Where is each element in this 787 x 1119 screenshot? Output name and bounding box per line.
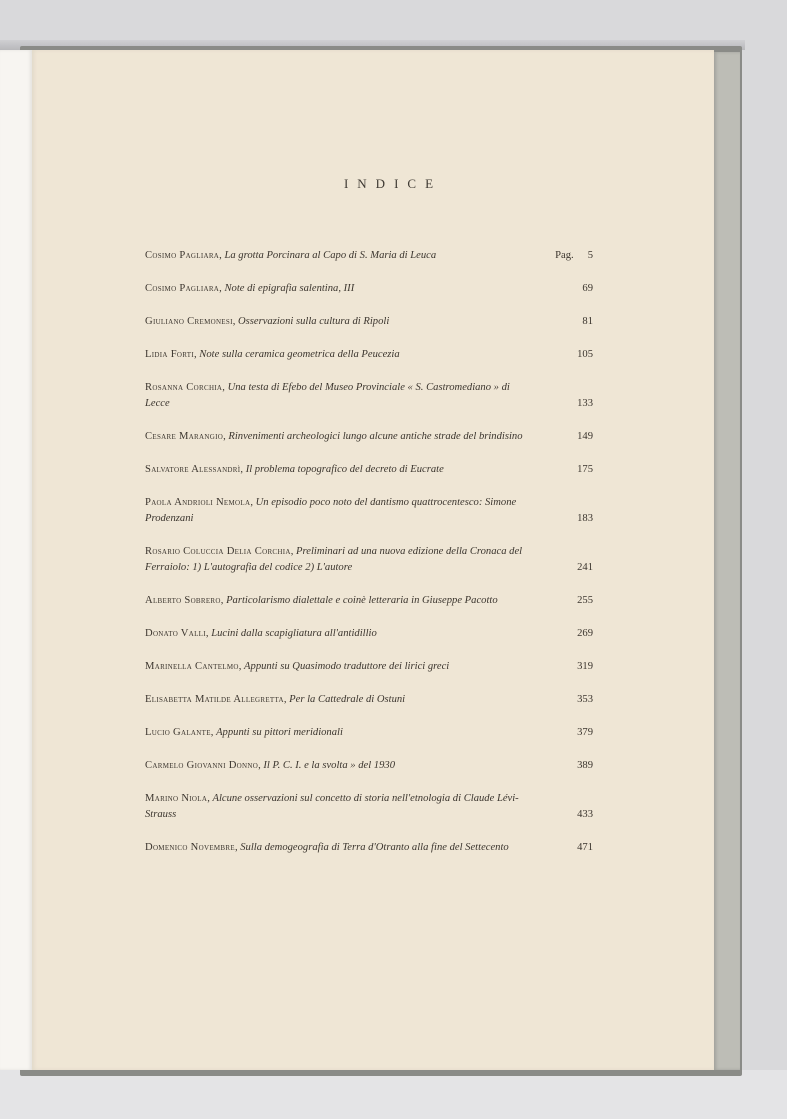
entry-title: Note di epigrafia salentina, III: [224, 283, 355, 294]
toc-entry: Lucio Galante, Appunti su pittori meridionali 379: [145, 725, 593, 741]
entry-title: Osservazioni sulla cultura di Ripoli: [238, 316, 390, 327]
entry-author: Lidia Forti: [145, 349, 194, 360]
entry-title: Appunti su Quasimodo traduttore dei lirici greci: [244, 661, 450, 672]
toc-entry: Domenico Novembre, Sulla demogeografia di Terra d'Otranto alla fine del Settecento 471: [145, 840, 593, 856]
entry-page: 105: [577, 349, 593, 360]
toc-entry: Paola Andrioli Nemola, Un episodio poco noto del dantismo quattrocentesco: Simone Prodenzani 183: [145, 495, 593, 527]
entry-title: La grotta Porcinara al Capo di S. Maria di Leuca: [224, 250, 437, 261]
book-page-edges: [714, 52, 740, 1070]
entry-title: Una testa di Efebo del Museo Provinciale « S. Castromediano » di Lecce: [145, 382, 510, 409]
entry-author: Elisabetta Matilde Allegretta: [145, 694, 284, 705]
toc-entry: Cesare Marangio, Rinvenimenti archeologici lungo alcune antiche strade del brindisino 149: [145, 429, 593, 445]
entry-author: Cosimo Pagliara: [145, 250, 220, 261]
entry-author: Paola Andrioli Nemola: [145, 497, 251, 508]
toc-entry: Lidia Forti, Note sulla ceramica geometrica della Peucezia 105: [145, 347, 593, 363]
entry-title: Rinvenimenti archeologici lungo alcune antiche strade del brindisino: [228, 431, 523, 442]
entry-page: 5: [587, 250, 593, 261]
entry-title: Lucini dalla scapigliatura all'antidillio: [211, 628, 377, 639]
toc-entry: Marinella Cantelmo, Appunti su Quasimodo traduttore dei lirici greci 319: [145, 659, 593, 675]
entry-title: Note sulla ceramica geometrica della Peucezia: [199, 349, 400, 360]
toc-entry: Carmelo Giovanni Donno, Il P. C. I. e la svolta » del 1930 389: [145, 758, 593, 774]
entry-page: 255: [577, 595, 593, 606]
toc-entry: Marino Niola, Alcune osservazioni sul concetto di storia nell'etnologia di Claude Lévi-Strauss 433: [145, 791, 593, 823]
entry-author: Marino Niola: [145, 793, 208, 804]
entry-author: Domenico Novembre: [145, 842, 235, 853]
entry-page: 81: [582, 316, 593, 327]
entry-page: 241: [577, 562, 593, 573]
entry-page: 175: [577, 464, 593, 475]
entry-title: Preliminari ad una nuova edizione della Cronaca del Ferraiolo: 1) L'autografia del codice 2) L'autore: [145, 546, 523, 573]
entry-author: Cesare Marangio: [145, 431, 224, 442]
entry-author: Rosario Coluccia Delia Corchia: [145, 546, 291, 557]
entry-page: 471: [577, 842, 593, 853]
entry-page: 183: [577, 513, 593, 524]
entry-page: 379: [577, 727, 593, 738]
background-surface: [0, 1070, 787, 1119]
entry-author: Giuliano Cremonesi: [145, 316, 233, 327]
pag-label: Pag.: [555, 250, 574, 261]
entry-author: Donato Valli: [145, 628, 206, 639]
entry-author: Lucio Galante: [145, 727, 211, 738]
entry-title: Per la Cattedrale di Ostuni: [289, 694, 406, 705]
entry-page: 433: [577, 809, 593, 820]
toc-entry: Alberto Sobrero, Particolarismo dialettale e coinè letteraria in Giuseppe Pacotto 255: [145, 593, 593, 609]
entry-title: Appunti su pittori meridionali: [216, 727, 343, 738]
toc-entry: Cosimo Pagliara, La grotta Porcinara al Capo di S. Maria di Leuca Pag. 5: [145, 250, 593, 261]
book-spine-strip: [0, 50, 32, 1070]
entry-title: Alcune osservazioni sul concetto di storia nell'etnologia di Claude Lévi-Strauss: [145, 793, 519, 820]
entry-title: Sulla demogeografia di Terra d'Otranto alla fine del Settecento: [240, 842, 509, 853]
entry-page: 269: [577, 628, 593, 639]
entry-title: Particolarismo dialettale e coinè letteraria in Giuseppe Pacotto: [226, 595, 498, 606]
entry-author: Alberto Sobrero: [145, 595, 221, 606]
entry-page: 353: [577, 694, 593, 705]
entry-title: Il P. C. I. e la svolta » del 1930: [263, 760, 395, 771]
toc-entry: Donato Valli, Lucini dalla scapigliatura all'antidillio 269: [145, 626, 593, 642]
entry-title: Un episodio poco noto del dantismo quattrocentesco: Simone Prodenzani: [145, 497, 517, 524]
entry-page: 133: [577, 398, 593, 409]
entry-page: 319: [577, 661, 593, 672]
entry-page: 149: [577, 431, 593, 442]
entry-author: Rosanna Corchia: [145, 382, 223, 393]
entry-author: Cosimo Pagliara: [145, 283, 220, 294]
entry-author: Carmelo Giovanni Donno: [145, 760, 259, 771]
entry-title: Il problema topografico del decreto di Eucrate: [245, 464, 444, 475]
toc-entry: Salvatore Alessandrì, Il problema topografico del decreto di Eucrate 175: [145, 462, 593, 478]
toc-entry: Rosanna Corchia, Una testa di Efebo del Museo Provinciale « S. Castromediano » di Lecce 133: [145, 380, 593, 412]
entry-author: Marinella Cantelmo: [145, 661, 239, 672]
toc-entry: Cosimo Pagliara, Note di epigrafia salentina, III 69: [145, 281, 593, 297]
book-page: [32, 50, 714, 1070]
entry-page: 69: [582, 283, 593, 294]
toc-entry: Rosario Coluccia Delia Corchia, Preliminari ad una nuova edizione della Cronaca del Ferraiolo: 1) L'autografia del codice 2) L'autore 241: [145, 544, 593, 576]
table-of-contents: [145, 248, 593, 873]
toc-entry: Giuliano Cremonesi, Osservazioni sulla cultura di Ripoli 81: [145, 314, 593, 330]
toc-entry: Elisabetta Matilde Allegretta, Per la Cattedrale di Ostuni 353: [145, 692, 593, 708]
entry-author: Salvatore Alessandrì: [145, 464, 241, 475]
page-title: INDICE: [343, 176, 443, 191]
entry-page: 389: [577, 760, 593, 771]
